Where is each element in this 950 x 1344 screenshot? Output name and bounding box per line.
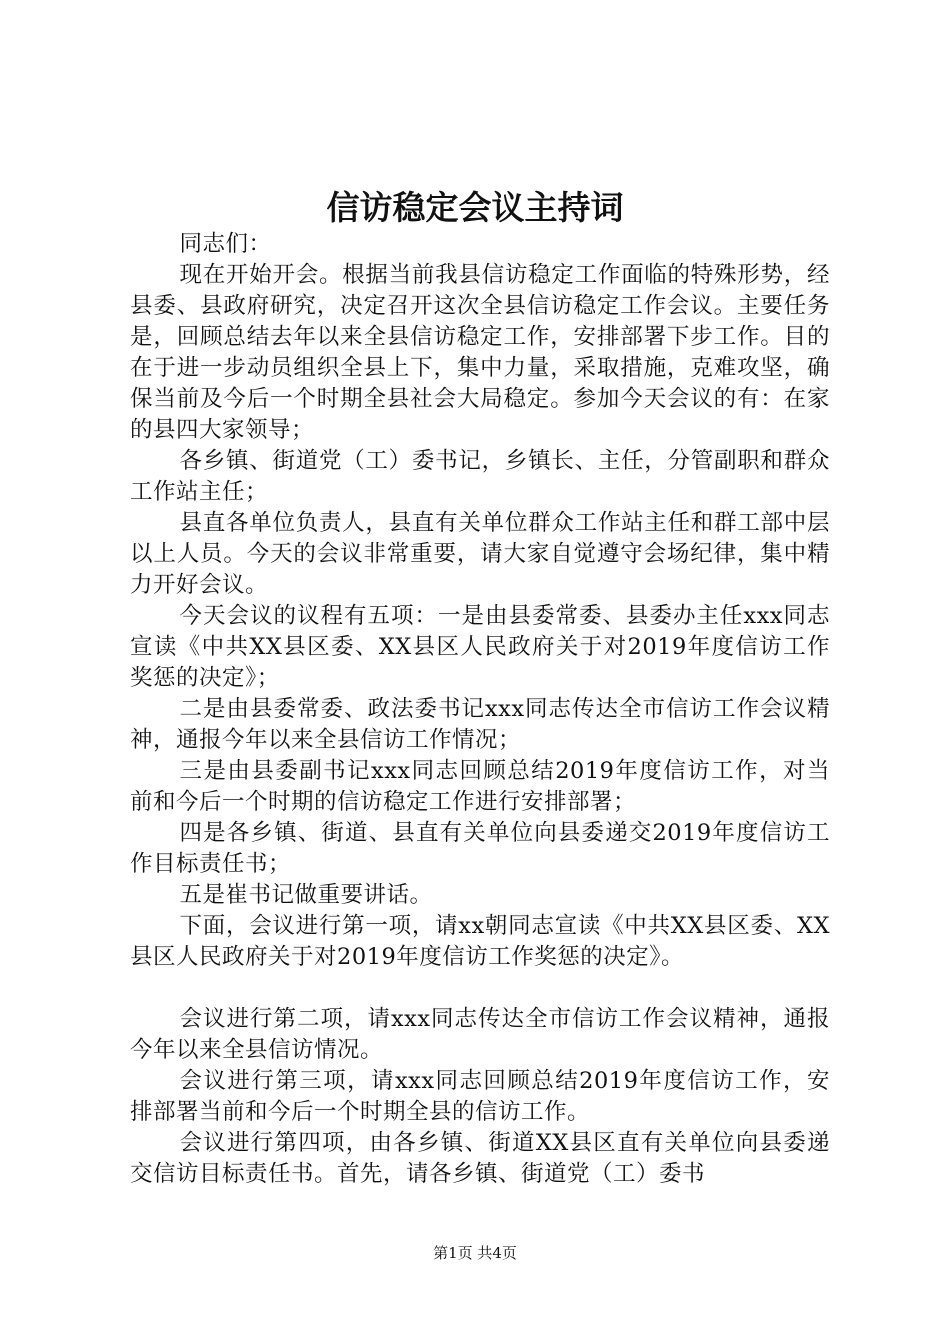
document-title: 信访稳定会议主持词 xyxy=(326,188,624,227)
document-body xyxy=(130,229,830,1190)
paragraph-greeting: 同志们： xyxy=(179,231,272,257)
paragraph-item-one: 下面，会议进行第一项，请xx朝同志宣读《中共XX县区委、XX县区人民政府关于对2019年度信访工作奖惩的决定》。 xyxy=(130,913,830,970)
paragraph-item-four: 会议进行第四项，由各乡镇、街道XX县区直有关单位向县委递交信访目标责任书。首先，请各乡镇、街道党（工）委书 xyxy=(130,1130,830,1187)
paragraph-agenda-four: 四是各乡镇、街道、县直有关单位向县委递交2019年度信访工作目标责任书； xyxy=(130,820,830,877)
paragraph-agenda-five: 五是崔书记做重要讲话。 xyxy=(179,882,433,908)
paragraph-agenda-two: 二是由县委常委、政法委书记xxx同志传达全市信访工作会议精神，通报今年以来全县信访工作情况； xyxy=(130,696,830,753)
paragraph-agenda-three: 三是由县委副书记xxx同志回顾总结2019年度信访工作，对当前和今后一个时期的信访稳定工作进行安排部署； xyxy=(130,758,830,815)
paragraph-item-three: 会议进行第三项，请xxx同志回顾总结2019年度信访工作，安排部署当前和今后一个时期全县的信访工作。 xyxy=(130,1068,830,1125)
paragraph-opening: 现在开始开会。根据当前我县信访稳定工作面临的特殊形势，经县委、县政府研究，决定召开这次全县信访稳定工作会议。主要任务是，回顾总结去年以来全县信访稳定工作，安排部署下步工作。目的在于进一步动员组织全县上下，集中力量，采取措施，克难攻坚，确保当前及今后一个时期全县社会大局稳定。参加今天会议的有：在家的县四大家领导； xyxy=(130,262,830,443)
paragraph-agenda-one: 今天会议的议程有五项：一是由县委常委、县委办主任xxx同志宣读《中共XX县区委、XX县区人民政府关于对2019年度信访工作奖惩的决定》； xyxy=(130,603,830,691)
paragraph-attendees-units: 县直各单位负责人，县直有关单位群众工作站主任和群工部中层以上人员。今天的会议非常重要，请大家自觉遵守会场纪律，集中精力开好会议。 xyxy=(130,510,830,598)
page-footer: 第1页 共4页 xyxy=(433,1244,517,1262)
paragraph-attendees-towns: 各乡镇、街道党（工）委书记，乡镇长、主任，分管副职和群众工作站主任； xyxy=(130,448,830,505)
paragraph-item-two: 会议进行第二项，请xxx同志传达全市信访工作会议精神，通报今年以来全县信访情况。 xyxy=(130,1006,830,1063)
